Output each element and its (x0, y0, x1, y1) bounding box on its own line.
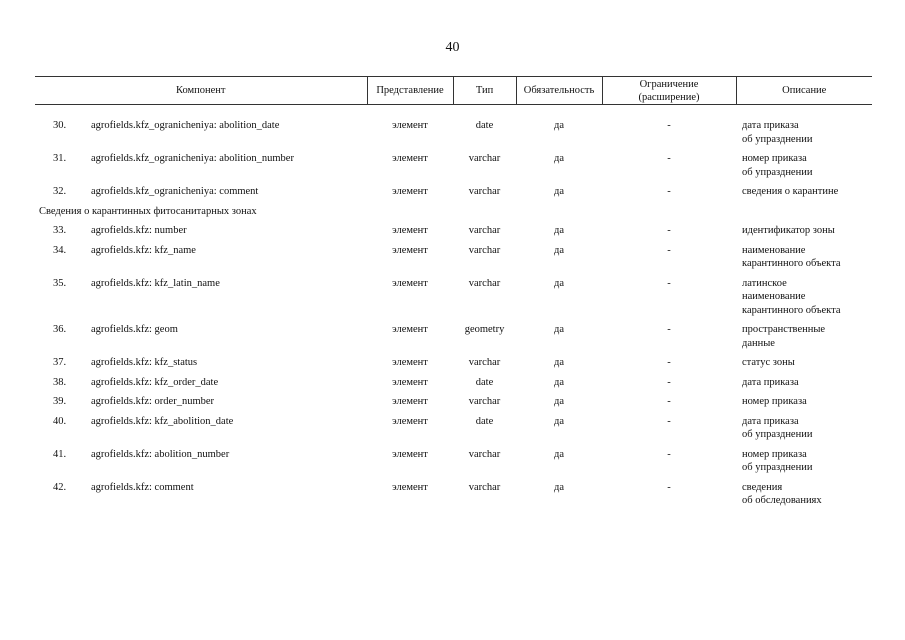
header-limit-line2: (расширение) (638, 91, 700, 103)
row-number: 37. (53, 357, 67, 368)
row-required: да (554, 277, 565, 289)
row-description-line-1: латинское (742, 277, 787, 289)
row-description-line-1: пространственные (742, 324, 826, 335)
row-description (736, 119, 872, 152)
table-row (35, 323, 872, 356)
header-limit (602, 77, 736, 105)
spec-table (35, 76, 872, 514)
row-number: 34. (53, 244, 67, 256)
section-title: Сведения о карантинных фитосанитарных зонах (39, 205, 257, 217)
row-limit: - (667, 357, 671, 368)
row-representation: элемент (392, 376, 428, 388)
table-row (35, 244, 872, 277)
row-description-line-1: дата приказа (742, 415, 799, 427)
row-description-line-2: об упразднении (742, 462, 813, 473)
row-limit: - (667, 120, 671, 131)
row-description (736, 323, 872, 356)
row-required: да (554, 376, 565, 388)
row-required: да (554, 120, 565, 131)
row-description (736, 185, 872, 205)
table-spacer (35, 105, 872, 120)
table-row (35, 224, 872, 244)
row-representation: элемент (392, 225, 428, 236)
row-description (736, 481, 872, 514)
row-component: agrofields.kfz_ogranicheniya: abolition_date (91, 120, 280, 131)
row-description (736, 415, 872, 448)
table-row (35, 356, 872, 376)
row-required: да (554, 357, 565, 368)
row-description-line-1: номер приказа (742, 448, 807, 460)
row-required: да (554, 324, 565, 335)
row-component: agrofields.kfz: kfz_status (91, 357, 198, 368)
row-number: 33. (53, 225, 67, 236)
row-required: да (554, 415, 565, 427)
row-description (736, 244, 872, 277)
header-component: Компонент (35, 77, 367, 105)
table-row (35, 277, 872, 324)
row-number: 42. (53, 481, 67, 493)
row-required: да (554, 225, 565, 236)
row-type: date (475, 415, 494, 427)
row-description-line-2: карантинного объекта (742, 258, 841, 269)
row-required: да (554, 448, 565, 460)
row-number: 40. (53, 415, 67, 427)
row-representation: элемент (392, 153, 428, 164)
row-representation: элемент (392, 120, 428, 131)
table-row (35, 119, 872, 152)
row-required: да (554, 186, 565, 197)
row-type: varchar (468, 277, 501, 289)
row-representation: элемент (392, 415, 428, 427)
row-number: 39. (53, 396, 67, 407)
row-description (736, 376, 872, 396)
row-number: 36. (53, 324, 67, 335)
row-type: varchar (468, 153, 501, 164)
row-number: 31. (53, 153, 67, 164)
row-description-line-1: дата приказа (742, 120, 799, 131)
table-row (35, 185, 872, 205)
row-component: agrofields.kfz: number (91, 225, 187, 236)
row-type: date (475, 376, 494, 388)
row-component: agrofields.kfz_ogranicheniya: abolition_number (91, 153, 294, 164)
row-description (736, 395, 872, 415)
row-number: 41. (53, 448, 67, 460)
row-description-line-1: идентификатор зоны (742, 225, 835, 236)
row-required: да (554, 396, 565, 407)
row-type: date (475, 120, 494, 131)
row-type: varchar (468, 225, 501, 236)
row-component: agrofields.kfz: order_number (91, 396, 215, 407)
row-description-line-1: сведения (742, 481, 783, 493)
table-row (35, 481, 872, 514)
row-representation: элемент (392, 324, 428, 335)
row-limit: - (667, 153, 671, 164)
row-number: 38. (53, 376, 67, 388)
row-description-line-1: наименование (742, 244, 806, 256)
row-description (736, 152, 872, 185)
row-component: agrofields.kfz: kfz_latin_name (91, 277, 220, 289)
row-representation: элемент (392, 448, 428, 460)
row-limit: - (667, 324, 671, 335)
header-representation: Представление (367, 77, 453, 105)
section-row (35, 205, 872, 225)
row-description-line-2: наименование (742, 291, 806, 302)
row-type: geometry (464, 324, 505, 335)
row-type: varchar (468, 244, 501, 256)
row-required: да (554, 153, 565, 164)
table-row (35, 376, 872, 396)
row-component: agrofields.kfz: comment (91, 481, 194, 493)
row-description-line-1: номер приказа (742, 396, 807, 407)
row-limit: - (667, 225, 671, 236)
header-required: Обязательность (516, 77, 602, 105)
row-description-line-3: карантинного объекта (742, 304, 841, 316)
row-required: да (554, 481, 565, 493)
table-row (35, 415, 872, 448)
row-description-line-2: данные (742, 337, 775, 349)
row-representation: элемент (392, 396, 428, 407)
row-description (736, 277, 872, 324)
row-number: 32. (53, 186, 67, 197)
row-description-line-1: сведения о карантине (742, 186, 839, 197)
row-description-line-1: дата приказа (742, 376, 799, 388)
row-type: varchar (468, 481, 501, 493)
row-description-line-2: об обследованиях (742, 495, 822, 506)
row-component: agrofields.kfz: abolition_number (91, 448, 230, 460)
row-limit: - (667, 415, 671, 427)
row-description (736, 356, 872, 376)
table-row (35, 395, 872, 415)
row-type: varchar (468, 396, 501, 407)
row-description-line-1: статус зоны (742, 357, 795, 368)
row-representation: элемент (392, 357, 428, 368)
row-description-line-2: об упразднении (742, 166, 813, 178)
row-component: agrofields.kfz_ogranicheniya: comment (91, 186, 259, 197)
row-representation: элемент (392, 244, 428, 256)
row-component: agrofields.kfz: geom (91, 324, 178, 335)
row-component: agrofields.kfz: kfz_order_date (91, 376, 219, 388)
table-header-row (35, 77, 872, 105)
header-limit-line1: Ограничение (639, 78, 699, 90)
table-row (35, 152, 872, 185)
row-representation: элемент (392, 277, 428, 289)
row-type: varchar (468, 357, 501, 368)
row-representation: элемент (392, 186, 428, 197)
header-type: Тип (453, 77, 516, 105)
row-type: varchar (468, 448, 501, 460)
row-limit: - (667, 448, 671, 460)
row-limit: - (667, 481, 671, 493)
row-limit: - (667, 186, 671, 197)
row-limit: - (667, 244, 671, 256)
table-row (35, 448, 872, 481)
page-number: 40 (445, 40, 460, 55)
row-required: да (554, 244, 565, 256)
row-description (736, 448, 872, 481)
row-limit: - (667, 396, 671, 407)
row-description (736, 224, 872, 244)
table-body (35, 105, 872, 514)
row-number: 35. (53, 277, 67, 289)
spec-table-container (35, 76, 872, 514)
row-description-line-2: об упразднении (742, 429, 813, 440)
row-description-line-2: об упразднении (742, 133, 813, 145)
row-number: 30. (53, 120, 67, 131)
row-representation: элемент (392, 481, 428, 493)
row-limit: - (667, 376, 671, 388)
header-description: Описание (736, 77, 872, 105)
row-type: varchar (468, 186, 501, 197)
row-component: agrofields.kfz: kfz_abolition_date (91, 415, 234, 427)
row-limit: - (667, 277, 671, 289)
row-component: agrofields.kfz: kfz_name (91, 244, 196, 256)
row-description-line-1: номер приказа (742, 153, 807, 164)
